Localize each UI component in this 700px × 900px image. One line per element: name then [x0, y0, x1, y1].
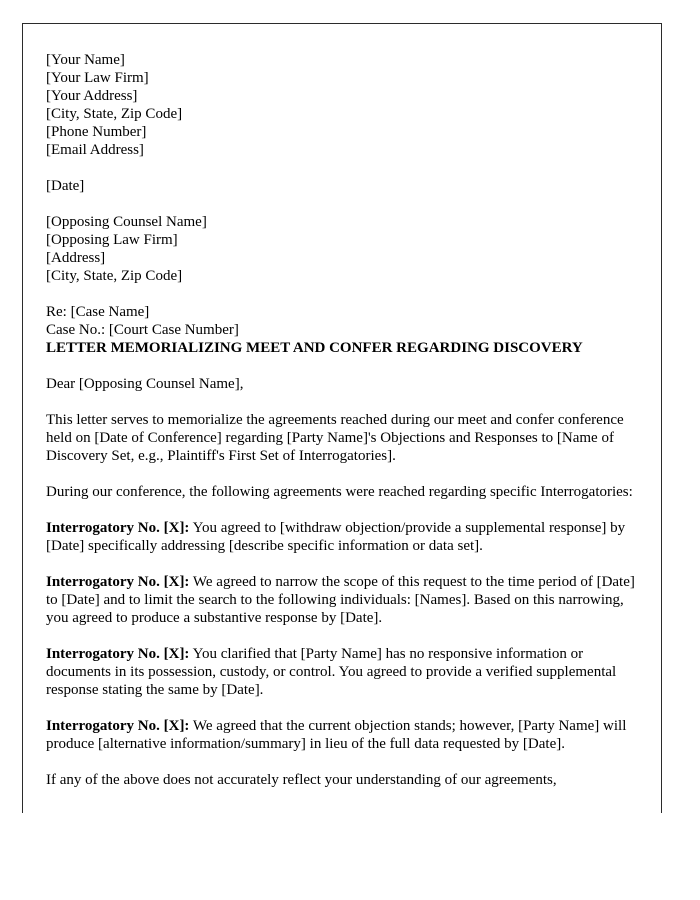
- sender-line-name: [Your Name]: [46, 52, 125, 68]
- spacer: [46, 285, 640, 303]
- sender-line-address: [Your Address]: [46, 88, 138, 104]
- recipient-line-name: [Opposing Counsel Name]: [46, 214, 207, 230]
- reference-block: [46, 303, 640, 357]
- closing-paragraph: If any of the above does not accurately reflect your understanding of our agreements,: [46, 772, 557, 788]
- spacer: [46, 465, 640, 483]
- intro-paragraph: This letter serves to memorialize the agreements reached during our meet and confer conference held on [Date of Conference] regarding [Party Name]'s Objections and Responses to [Name of Discovery Set, e.g., Plaintiff's First Set of Interrogatories].: [46, 412, 624, 464]
- document-title: LETTER MEMORIALIZING MEET AND CONFER REGARDING DISCOVERY: [46, 340, 583, 356]
- re-line: Re: [Case Name]: [46, 304, 150, 320]
- spacer: [46, 501, 640, 519]
- lead-in-paragraph: During our conference, the following agreements were reached regarding specific Interrogatories:: [46, 484, 633, 500]
- spacer: [46, 627, 640, 645]
- interrogatory-label: Interrogatory No. [X]:: [46, 520, 190, 536]
- spacer: [46, 753, 640, 771]
- date-line: [Date]: [46, 178, 85, 194]
- recipient-line-firm: [Opposing Law Firm]: [46, 232, 178, 248]
- sender-line-phone: [Phone Number]: [46, 124, 147, 140]
- recipient-line-city: [City, State, Zip Code]: [46, 268, 183, 284]
- recipient-block: [46, 213, 640, 285]
- spacer: [46, 555, 640, 573]
- sender-line-city: [City, State, Zip Code]: [46, 106, 183, 122]
- interrogatory-text: You agreed to [withdraw objection/provide a supplemental response] by [Date] specifically addressing [describe specific information or data set].: [46, 520, 626, 554]
- interrogatory-label: Interrogatory No. [X]:: [46, 718, 190, 734]
- interrogatory-paragraph: [46, 717, 640, 753]
- letter-body: [46, 51, 640, 789]
- interrogatory-label: Interrogatory No. [X]:: [46, 646, 190, 662]
- interrogatory-paragraph: [46, 645, 640, 699]
- interrogatory-paragraph: [46, 519, 640, 555]
- interrogatory-paragraph: [46, 573, 640, 627]
- sender-block: [46, 51, 640, 159]
- spacer: [46, 357, 640, 375]
- sender-line-firm: [Your Law Firm]: [46, 70, 149, 86]
- spacer: [46, 699, 640, 717]
- case-no-line: Case No.: [Court Case Number]: [46, 322, 239, 338]
- interrogatory-text: You clarified that [Party Name] has no responsive information or documents in its possession, custody, or control. You agreed to provide a verified supplemental response stating the same by [Date].: [46, 646, 617, 698]
- spacer: [46, 195, 640, 213]
- interrogatory-text: We agreed that the current objection stands; however, [Party Name] will produce [alternative information/summary] in lieu of the full data requested by [Date].: [46, 718, 627, 752]
- spacer: [46, 159, 640, 177]
- interrogatory-label: Interrogatory No. [X]:: [46, 574, 190, 590]
- interrogatory-text: We agreed to narrow the scope of this request to the time period of [Date] to [Date] and to limit the search to the following individuals: [Names]. Based on this narrowing, you agreed to produce a substantive response by [Date].: [46, 574, 635, 626]
- sender-line-email: [Email Address]: [46, 142, 144, 158]
- salutation: Dear [Opposing Counsel Name],: [46, 376, 244, 392]
- spacer: [46, 393, 640, 411]
- document-page: [22, 23, 662, 813]
- recipient-line-address: [Address]: [46, 250, 106, 266]
